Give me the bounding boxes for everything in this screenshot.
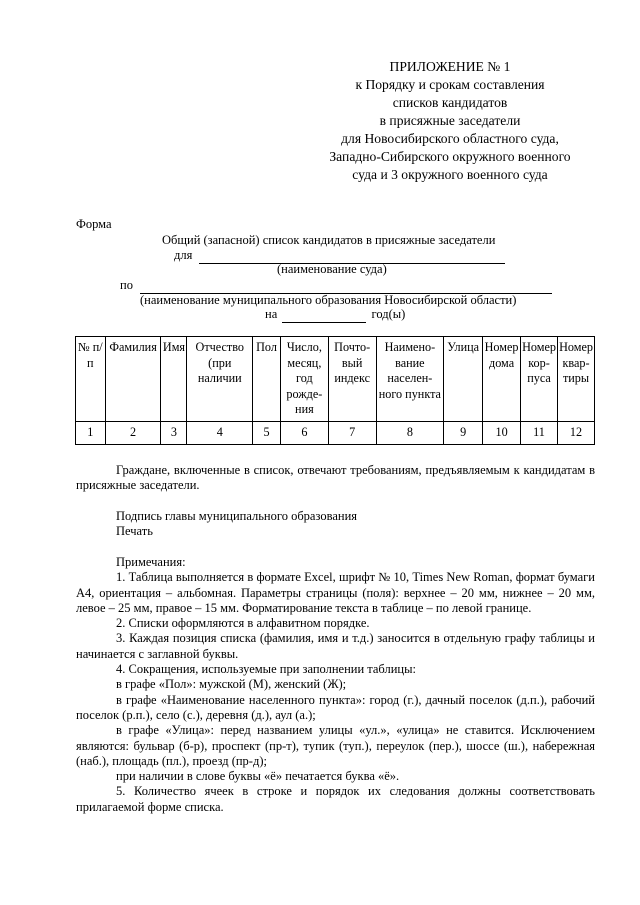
note-item: при наличии в слове буквы «ё» печатается буква «ё». bbox=[116, 769, 400, 784]
list-title: Общий (запасной) список кандидатов в присяжные заседатели bbox=[162, 233, 496, 247]
appendix-line: Западно-Сибирского окружного военного bbox=[329, 149, 571, 164]
notes-section bbox=[76, 555, 595, 815]
table-number-cell: 2 bbox=[105, 422, 161, 445]
year-line bbox=[265, 307, 405, 323]
appendix-line: суда и 3 окружного военного суда bbox=[352, 167, 548, 182]
table-number-cell: 10 bbox=[483, 422, 521, 445]
table-number-cell: 9 bbox=[444, 422, 483, 445]
table-number-cell: 12 bbox=[558, 422, 595, 445]
requirement-text: Граждане, включенные в список, отвечают требованиям, предъявляемым к кандидатам в присяжные заседатели. bbox=[76, 463, 595, 493]
table-header-cell: Фамилия bbox=[105, 337, 161, 422]
by-label: по bbox=[120, 278, 133, 292]
candidates-table bbox=[75, 336, 595, 445]
table-number-cell: 11 bbox=[521, 422, 558, 445]
notes-title: Примечания: bbox=[116, 555, 186, 569]
table-number-cell: 6 bbox=[280, 422, 328, 445]
appendix-line: для Новосибирского областного суда, bbox=[341, 131, 559, 146]
note-item: 5. Количество ячеек в строке и порядок их следования должны соответствовать прилагаемой форме списка. bbox=[76, 784, 595, 814]
table-header-cell: № п/п bbox=[76, 337, 106, 422]
note-item: 3. Каждая позиция списка (фамилия, имя и т.д.) заносится в отдельную графу таблицы и начинается с заглавной буквы. bbox=[76, 631, 595, 661]
note-item: 2. Списки оформляются в алфавитном порядке. bbox=[116, 616, 370, 631]
municipality-line bbox=[120, 278, 552, 294]
signature-block bbox=[116, 509, 357, 540]
year-label: год(ы) bbox=[371, 307, 406, 321]
table-number-cell: 4 bbox=[187, 422, 253, 445]
note-item: 1. Таблица выполняется в формате Excel, шрифт № 10, Times New Roman, формат бумаги А4, ориентация – альбомная. Параметры страницы (поля): верхнее – 20 мм, нижнее – 20 мм, левое – 25 мм, правое – 15 мм. Форматирование текста в таблице – по левой границе. bbox=[76, 570, 595, 615]
appendix-line: к Порядку и срокам составления bbox=[355, 77, 545, 92]
appendix-heading bbox=[300, 58, 600, 184]
table-header-cell: Улица bbox=[444, 337, 483, 422]
table-number-cell: 8 bbox=[376, 422, 444, 445]
table-header-cell: Наимено-вание населен-ного пункта bbox=[376, 337, 444, 422]
stamp-text: Печать bbox=[116, 524, 153, 539]
signature-text: Подпись главы муниципального образования bbox=[116, 509, 358, 523]
requirement-section bbox=[76, 463, 595, 494]
table-header-cell: Имя bbox=[161, 337, 187, 422]
note-item: 4. Сокращения, используемые при заполнении таблицы: bbox=[116, 662, 416, 677]
table-number-row bbox=[76, 422, 595, 445]
table-header-cell: Почто-вый индекс bbox=[328, 337, 376, 422]
note-item: в графе «Наименование населенного пункта»: город (г.), дачный поселок (д.п.), рабочий поселок (р.п.), село (с.), деревня (д.), аул (а.); bbox=[76, 692, 595, 722]
table-header-cell: Номер кор-пуса bbox=[521, 337, 558, 422]
municipality-caption: (наименование муниципального образования Новосибирской области) bbox=[140, 293, 517, 307]
table-number-cell: 5 bbox=[253, 422, 281, 445]
form-label: Форма bbox=[76, 217, 112, 231]
appendix-line: списков кандидатов bbox=[392, 95, 508, 110]
table-header-row bbox=[76, 337, 595, 422]
table-header-cell: Число, месяц, год рожде-ния bbox=[280, 337, 328, 422]
table-number-cell: 7 bbox=[328, 422, 376, 445]
note-item: в графе «Улица»: перед названием улицы «ул.», «улица» не ставится. Исключением являются: бульвар (б-р), проспект (пр-т), тупик (туп.), переулок (пер.), шоссе (ш.), набережная (наб.), площадь (пл.), проезд (пр-д); bbox=[76, 723, 595, 768]
court-caption: (наименование суда) bbox=[277, 262, 387, 276]
municipality-blank bbox=[140, 278, 552, 294]
for-label: для bbox=[174, 248, 193, 262]
on-label: на bbox=[265, 307, 278, 321]
year-blank bbox=[282, 307, 366, 323]
appendix-line: в присяжные заседатели bbox=[379, 113, 521, 128]
table-header-cell: Номер дома bbox=[483, 337, 521, 422]
table-number-cell: 1 bbox=[76, 422, 106, 445]
note-item: в графе «Пол»: мужской (М), женский (Ж); bbox=[116, 677, 347, 692]
table-header-cell: Номер квар-тиры bbox=[558, 337, 595, 422]
table-number-cell: 3 bbox=[161, 422, 187, 445]
table-header-cell: Пол bbox=[253, 337, 281, 422]
appendix-title: ПРИЛОЖЕНИЕ № 1 bbox=[389, 59, 511, 74]
table-header-cell: Отчество (при наличии bbox=[187, 337, 253, 422]
